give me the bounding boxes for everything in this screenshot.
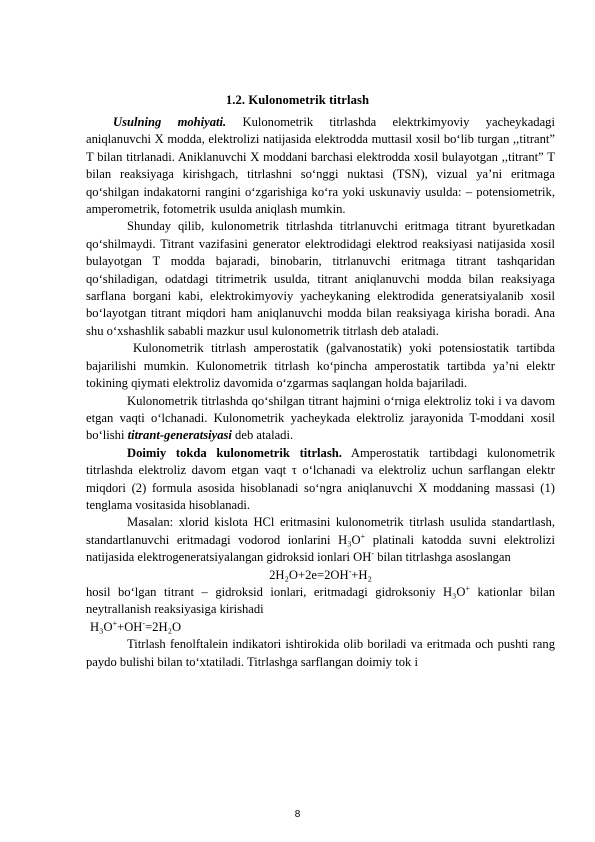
titrant-generation-term: titrant-generatsiyasi [127, 428, 232, 443]
paragraph-modes: Kulonometrik titrlash amperostatik (galvanostatik) yoki potensiostatik tartibda bajarilishi mumkin. Kulonometrik titrlash ko‘pincha amperostatik tartibda ya’ni elektr tokining qiymati elektroliz davomida o‘zgarmas saqlangan holda bajariladi. [86, 341, 555, 391]
charge-sup: - [348, 566, 352, 576]
equation-part: +OH [117, 619, 143, 634]
paragraph-titrant-generation: Shunday qilib, kulonometrik titrlashda titrlanuvchi eritmaga titrant byuretkadan qo‘shilmaydi. Titrant vazifasini generator elektrodidagi elektrod reaksiyasi natijasida xosil bulayotgan T modda bajaradi, binobarin, titrlanuvchi eritmaga titrant tashqaridan qo‘shiladigan, odatdagi titrimetrik usulda, titrant aniqlanuvchi modda bilan reaksiyaga sarflana borgani kabi, elektrokimyoviy yacheykaning elektrodida generatsiyalanib xosil bo‘layotgan titrant miqdori ham aniqlanuvchi modda bilan reaksiyaga kirisha boradi. Ana shu o‘xshashlik sababli mazkur usul kulonometrik titrlash deb ataladi. [86, 219, 555, 338]
example-text-end: bilan titrlashga asoslangan [374, 550, 511, 565]
charge-sup: + [360, 531, 366, 541]
paragraph-constant-current [86, 445, 555, 515]
paragraph-essence [86, 114, 555, 218]
section-title: 1.2. Kulonometrik titrlash [225, 93, 370, 107]
neutralization-text: hosil bo‘lgan titrant – gidroksid ionlari, eritmadagi gidroksoniy H₃O [86, 584, 466, 599]
equation-electrolysis [86, 567, 555, 584]
constant-current-heading: Doimiy tokda kulonometrik titrlash. [127, 445, 342, 460]
charge-sup: + [465, 583, 471, 593]
measurement-text: Kulonometrik titrlashda qo‘shilgan titrant hajmini o‘rniga elektroliz toki i va davom etgan vaqti o‘lchanadi. Kulonometrik yacheykada elektroliz jarayonida T-moddani xosil bo‘lishi [86, 393, 555, 443]
charge-sup: - [371, 548, 375, 558]
paragraph-example [86, 514, 555, 566]
equation-part: =2H₂O [145, 619, 182, 634]
essence-heading: Usulning mohiyati. [113, 115, 227, 129]
equation-part: H₃O [90, 619, 113, 634]
neutralization-text-end: kationlar bilan neytrallanish reaksiyasiga kirishadi [86, 584, 555, 617]
equation-part: +H₂ [351, 567, 372, 582]
measurement-text-end: deb ataladi. [231, 428, 294, 443]
example-text-mid: platinali katodda suvni elektrolizi natijasida elektrogeneratsiyalangan gidroksid ionlari OH [86, 532, 555, 565]
charge-sup: - [142, 618, 146, 628]
equation-part: 2H₂O+2e=2OH [269, 567, 349, 582]
paragraph-neutralization [86, 584, 555, 619]
body-text [86, 114, 555, 671]
constant-current-text: Amperostatik tartibdagi kulonometrik titrlashda elektroliz davom etgan vaqt τ o‘lchanadi va elektroliz uchun sarflangan elektr miqdori (2) formula asosida hisoblanadi so‘ngra aniqlanuvchi X moddaning massasi (1) tenglama vositasida hisoblanadi. [86, 445, 556, 512]
example-text: Masalan: xlorid kislota HCl eritmasini kulonometrik titrlash usulida standartlash, standartlanuvchi eritmadagi vodorod ionlarini H₃O [86, 515, 555, 547]
essence-text: Kulonometrik titrlashda elektrkimyoviy yacheykadagi aniqlanuvchi X modda, elektrolizi natijasida elektrodda muttasil xosil bo‘lib turgan ,,titrant” T bilan titrlanadi. Aniklanuvchi X moddani barchasi elektrodda xosil bulayotgan ,,titrant” T bilan reaksiyaga kirishgach, titrlashni so‘nggi nuktasi (TSN), vizual ya’ni eritmaga qo‘shilgan indakatorni rangini o‘zgarishiga ko‘ra yoki uskunaviy usulda: – potensiometrik, amperometrik, fotometrik usulda aniqlash mumkin. [86, 115, 555, 217]
charge-sup: + [112, 618, 118, 628]
equation-neutralization [86, 619, 555, 636]
paragraph-measurement [86, 393, 555, 445]
paragraph-indicator: Titrlash fenolftalein indikatori ishtirokida olib boriladi va eritmada och pushti rang paydo bulishi bilan to‘xtatiladi. Titrlashga sarflangan doimiy tok i [86, 637, 555, 669]
page-number: 8 [294, 809, 301, 820]
